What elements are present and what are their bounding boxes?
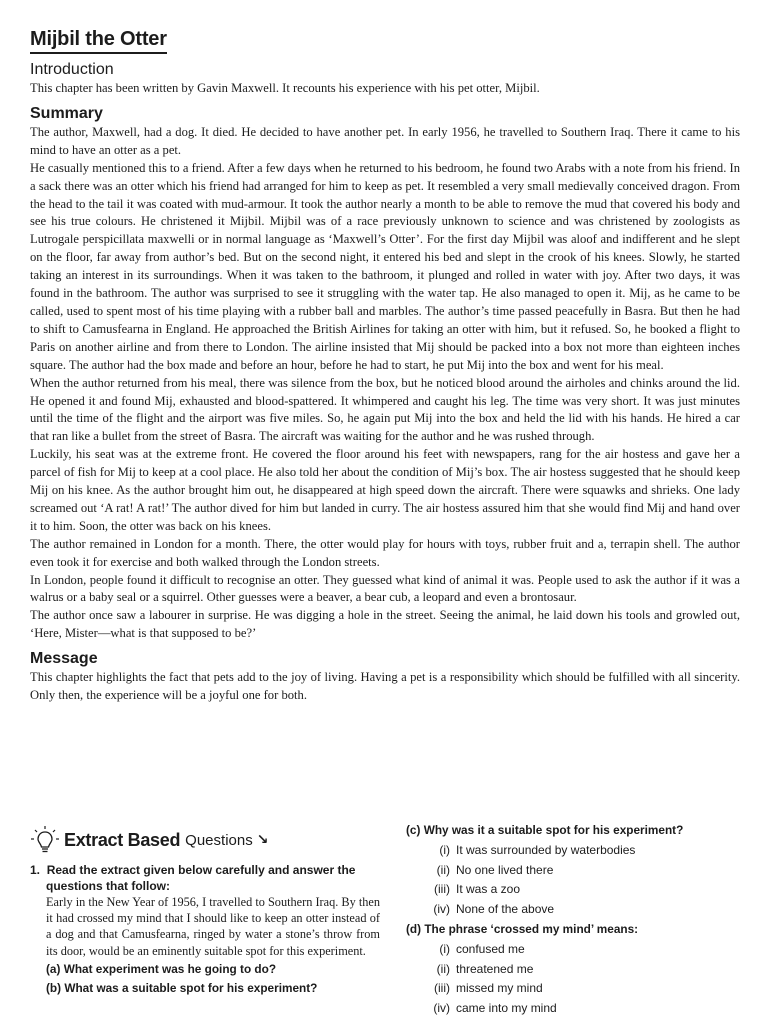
question-1-instruction — [30, 862, 380, 894]
page-title: Mijbil the Otter — [30, 28, 167, 54]
sub-question-b: (b) What was a suitable spot for his experiment? — [46, 980, 318, 995]
option-item: (iv) came into my mind — [433, 1000, 557, 1015]
question-number: 1. — [30, 863, 41, 877]
option-item: (i) It was surrounded by waterbodies — [439, 843, 636, 857]
message-heading: Message — [30, 650, 98, 668]
extract-title-rest: Questions — [185, 831, 253, 849]
options-list-d — [406, 940, 740, 1018]
summary-paragraph: The author remained in London for a month. There, the otter would play for hours with toys, rubber fruit and a, terrapin shell. The author even took it for exercise and both walked through the London streets. — [30, 536, 740, 569]
option-item: (i) confused me — [439, 942, 525, 956]
option-item: (ii) threatened me — [436, 961, 534, 976]
summary-paragraph: When the author returned from his meal, there was silence from the box, but he noticed blood around the airholes and chinks around the lid. He opened it and found Mij, exhausted and blood-spattered. It whimpered and caught his leg. The time was very short. It was just minutes until the time of the flight and the airport was five miles. So, he again put Mij into the box and held the lid with his hands. He hired a car that ran like a bullet from the street of Basra. The aircraft was waiting for the author and he was rushed through. — [30, 375, 740, 444]
summary-paragraph: The author, Maxwell, had a dog. It died. He decided to have another pet. In early 1956, he travelled to Southern Iraq. There it came to his mind to have an otter as a pet. — [30, 124, 740, 157]
arrow-down-right-icon: ↘ — [256, 832, 269, 848]
extract-left-column — [30, 822, 380, 997]
extract-title-bold: Extract Based — [64, 829, 181, 850]
lightbulb-icon — [30, 825, 60, 855]
extract-section-heading — [30, 822, 380, 858]
extract-questions-section — [30, 822, 740, 1022]
summary-paragraph: In London, people found it difficult to recognise an otter. They guessed what kind of animal it was. People used to ask the author if it was a walrus or a baby seal or a squirrel. Other guesses were a beaver, a bear cub, a leopard and even a brontosaur. — [30, 572, 740, 605]
extract-right-column — [406, 822, 740, 1020]
option-item: (iv) None of the above — [433, 901, 555, 916]
option-item: (iii) It was a zoo — [434, 882, 521, 896]
option-item: (iii) missed my mind — [434, 981, 543, 995]
introduction-heading: Introduction — [30, 61, 114, 78]
message-text: This chapter highlights the fact that pets add to the joy of living. Having a pet is a responsibility which should be fulfilled with all sincerity. Only then, the experience will be a joyful one for both. — [30, 670, 740, 703]
summary-paragraph: Luckily, his seat was at the extreme front. He covered the floor around his feet with newspapers, rang for the air hostess and gave her a parcel of fish for Mij to keep at a cool place. He also told her about the condition of Mij’s box. The air hostess suggested that he should keep Mij on his knee. As the author brought him out, he disappeared at high speed down the aircraft. There were squawks and shrieks. One lady screamed out ‘A rat! A rat!’ The author dived for him but landed in curry. The air hostess assured him that she would find Mij and hand over it to him. Soon, the otter was back on his knees. — [30, 447, 740, 533]
question-1-text: Read the extract given below carefully and answer the questions that follow: — [46, 863, 356, 893]
sub-question-d: (d) The phrase ‘crossed my mind’ means: — [406, 922, 639, 936]
summary-paragraph: He casually mentioned this to a friend. After a few days when he returned to his bedroom, he found two Arabs with a note from his friend. In a sack there was an otter which his friend had arranged for him to keep as pet. It resembled a very small medievally conceived dragon. From the head to the tail it was coated with mud-armour. It took the author nearly a month to be able to remove the mud that covered his body and see his true colours. He christened it Mijbil. Mijbil was of a race previously unknown to science and was christened by zoologists as Lutrogale perspicillata maxwelli or in normal language as ‘Maxwell’s Otter’. For the first day Mijbil was aloof and indifferent and he slept on the floor, far away from author’s bed. But on the second night, it entered his bed and slept in the crook of his knees. Slowly, he started taking an interest in its surroundings. When it was taken to the bathroom, it plunged and rolled in water with joy. After two days, it was found in the bathroom. The author was surprised to see it struggling with the water tap. He also managed to open it. Mij, as he came to be called, used to spent most of his time playing with a rubber ball and marbles. The author’s time passed peacefully in Basra. But then he had to shift to Camusfearna in England. He approached the British Airlines for taking an otter with him, but it refused. So, he booked a flight to Paris on another airline and from there to London. The airline insisted that Mij should be packed into a box not more than eighteen inches square. The author had the box made and before an hour, before he had to start, he put Mij into the box and went for his meal. — [30, 160, 740, 372]
option-item: (ii) No one lived there — [436, 862, 554, 877]
extract-passage: Early in the New Year of 1956, I travelled to Southern Iraq. By then it had crossed my mind that I should like to keep an otter instead of a dog and that Camusfearna, ringed by water a stone’s throw from its door, would be an eminently suitable spot for this experiment. — [46, 895, 380, 958]
sub-question-c: (c) Why was it a suitable spot for his experiment? — [406, 823, 684, 837]
summary-body — [30, 124, 740, 643]
summary-heading: Summary — [30, 104, 103, 122]
options-list-c — [406, 841, 740, 919]
sub-question-a: (a) What experiment was he going to do? — [46, 961, 277, 976]
document-page — [30, 28, 740, 705]
introduction-text: This chapter has been written by Gavin Maxwell. It recounts his experience with his pet otter, Mijbil. — [30, 81, 540, 95]
summary-paragraph: The author once saw a labourer in surprise. He was digging a hole in the street. Seeing the animal, he laid down his tools and growled out, ‘Here, Mister—what is that supposed to be?’ — [30, 608, 740, 641]
